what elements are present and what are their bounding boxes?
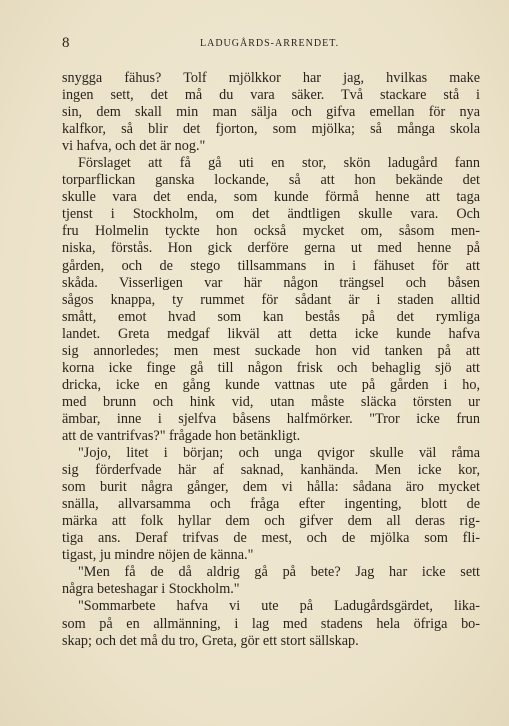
text-line: korna icke finge gå till någon frisk och behaglig sjö att xyxy=(62,359,480,376)
text-line: "Men få de då aldrig gå på bete? Jag har icke sett xyxy=(78,564,480,581)
text-line: fru Holmelin tyckte hon också mycket om, såsom men- xyxy=(62,223,480,240)
running-title: LADUGÅRDS-ARRENDET. xyxy=(200,38,340,49)
text-line: niska, förstås. Hon gick derföre gerna ut med henne på xyxy=(62,240,480,257)
text-line: smått, emot hvad som kan bestås på det rymliga xyxy=(62,308,480,325)
text-line: landet. Greta medgaf likväl att detta icke kunde hafva xyxy=(62,325,480,342)
text-line: ingen sett, det må du vara säker. Två stackare stå i xyxy=(62,87,480,104)
text-line: med brunn och hink vid, utan måste släcka törsten ur xyxy=(62,393,480,410)
text-line: tjenst i Stockholm, om det ändtligen skulle vara. Och xyxy=(62,206,480,223)
text-line: skåda. Visserligen var här någon trängsel och båsen xyxy=(62,274,480,291)
text-line: snygga fähus? Tolf mjölkkor har jag, hvilkas make xyxy=(62,70,480,86)
text-line: skap; och det må du tro, Greta, gör ett stort sällskap. xyxy=(62,632,359,649)
page-header xyxy=(62,34,480,52)
text-line: sin, dem skall min man sälja och gifva emellan för nya xyxy=(62,104,480,121)
text-line: några beteshagar i Stockholm." xyxy=(62,581,240,598)
text-line: tigast, ju mindre nöjen de känna." xyxy=(62,547,254,564)
text-line: märka att folk hyllar dem och gifver dem all deras rig- xyxy=(62,513,480,530)
text-line: torparflickan ganska lockande, så att hon bekände det xyxy=(62,172,480,189)
text-line: snälla, allvarsamma och fråga efter ingenting, blott de xyxy=(62,496,480,513)
text-line: tiga ans. Deraf trifvas de mest, och de mjölka som fli- xyxy=(62,530,480,547)
text-line: att de vantrifvas?" frågade hon betänkligt. xyxy=(62,427,301,444)
text-line: kalfkor, så blir det fjorton, som mjölka; så många skola xyxy=(62,121,480,138)
body-text xyxy=(62,70,480,650)
text-line: Förslaget att få gå uti en stor, skön ladugård fann xyxy=(78,155,480,172)
text-line: vi hafva, och det är nog." xyxy=(62,138,206,155)
text-line: "Sommarbete hafva vi ute på Ladugårdsgärdet, lika- xyxy=(78,598,480,615)
text-line: ämbar, inne i sjelfva båsens halfmörker. "Tror icke frun xyxy=(62,410,480,427)
text-line: dricka, icke en gång kunde vattnas ute på gården i ho, xyxy=(62,376,480,393)
text-line: sig annorledes; men mest suckade hon vid tanken på att xyxy=(62,342,480,359)
page-number: 8 xyxy=(62,35,70,51)
text-line: sig förderfvade här af saknad, kanhända. Men icke kor, xyxy=(62,462,480,479)
text-line: skulle vara det enda, som kunde förmå henne att taga xyxy=(62,189,480,206)
text-line: sågos knappa, ty rummet för sådant är i staden alltid xyxy=(62,291,480,308)
text-line: gården, och de stego tillsammans in i fähuset för att xyxy=(62,257,480,274)
text-line: som på en allmänning, i lag med stadens hela öfriga bo- xyxy=(62,615,480,632)
text-line: som burit några gånger, dem vi hålla: sådana äro mycket xyxy=(62,479,480,496)
text-line: "Jojo, litet i början; och unga qvigor skulle väl råma xyxy=(78,445,480,462)
